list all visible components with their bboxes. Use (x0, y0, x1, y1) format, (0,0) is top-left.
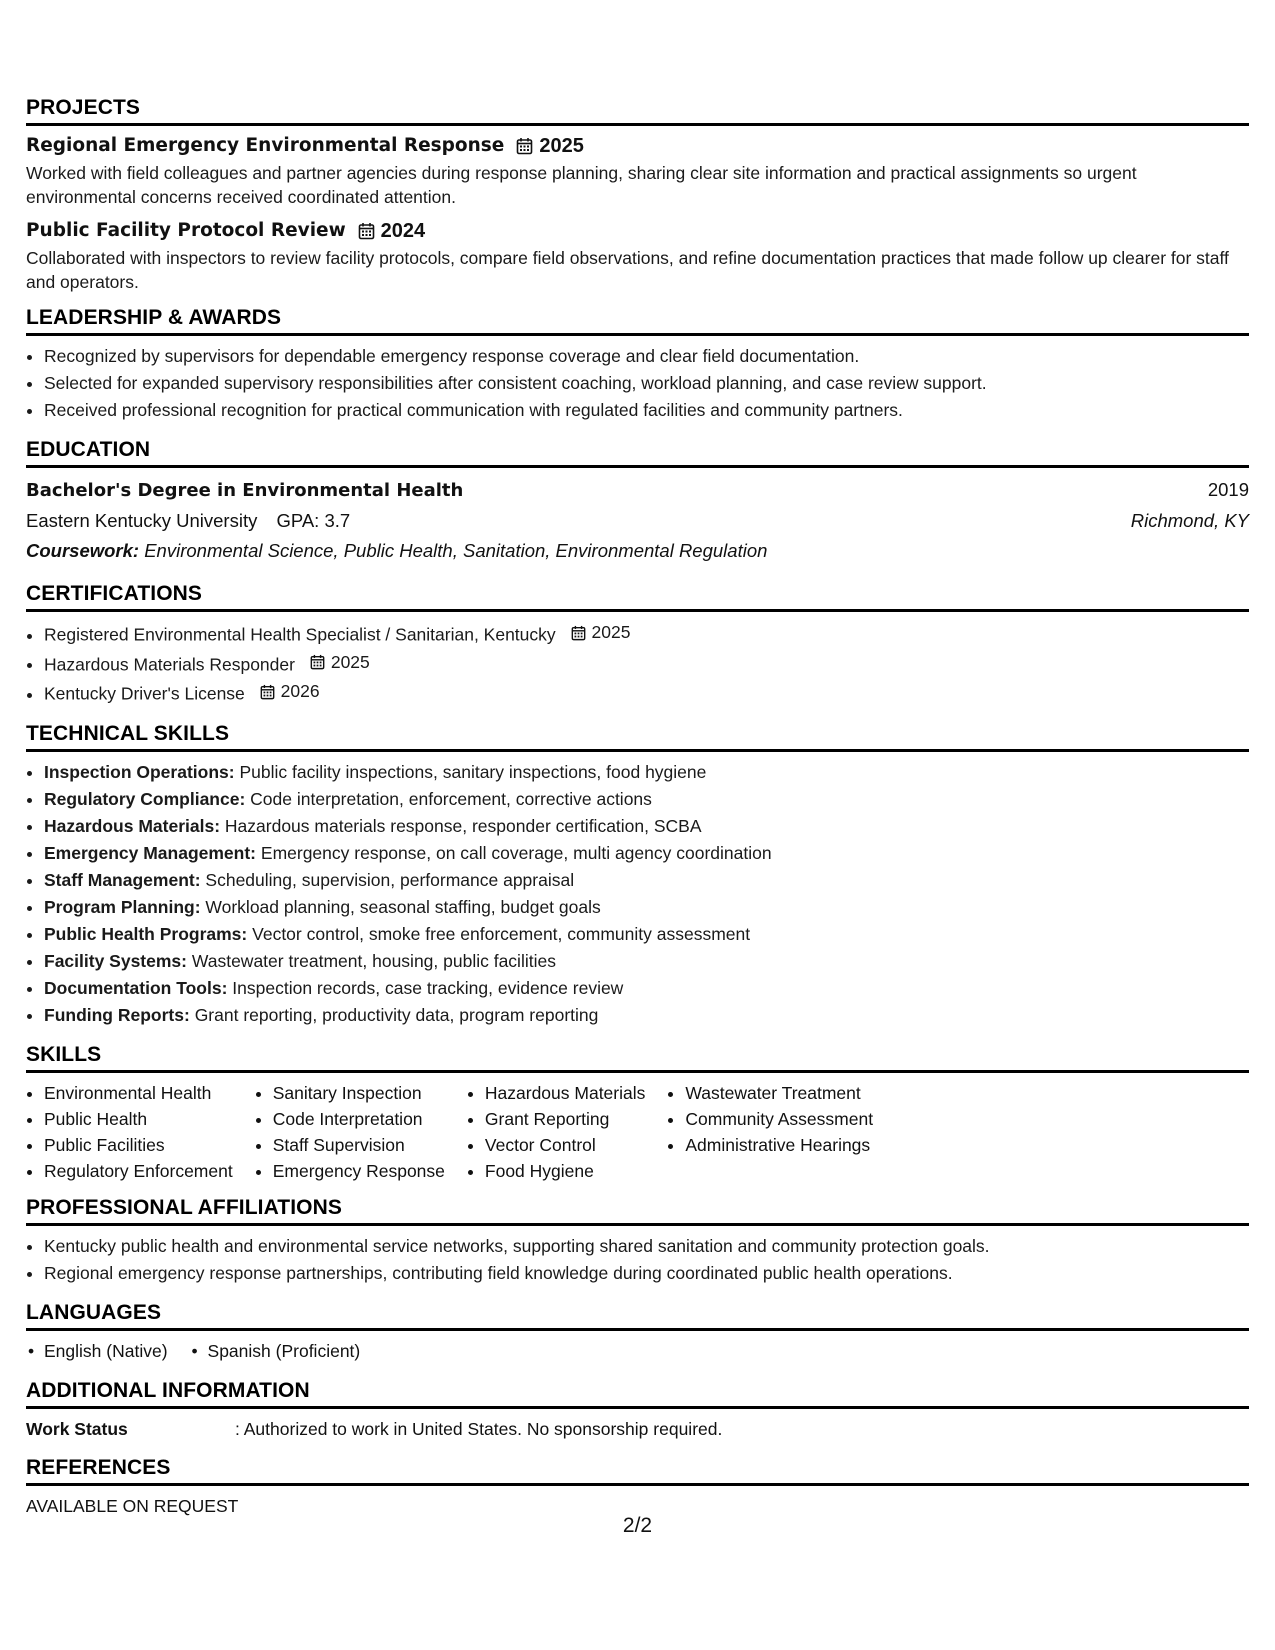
leadership-section (26, 306, 1249, 424)
project-item (26, 133, 1249, 209)
degree-name: Bachelor's Degree in Environmental Health (26, 480, 464, 501)
skill-category: Emergency Management: (44, 842, 257, 863)
calendar-icon (310, 654, 325, 670)
skill-category: Regulatory Compliance: (44, 788, 246, 809)
skill-category: Documentation Tools: (44, 977, 228, 998)
technical-skill-item (44, 867, 1249, 894)
technical-skill-item (44, 894, 1249, 921)
certification-date: 2026 (280, 681, 320, 701)
affiliations-list (26, 1233, 1249, 1287)
skill-item: • Hazardous Materials (485, 1080, 645, 1106)
project-item (26, 218, 1249, 294)
skill-category: Inspection Operations: (44, 761, 235, 782)
gpa: GPA: 3.7 (276, 510, 351, 531)
calendar-icon (516, 137, 533, 155)
certification-item (44, 649, 1249, 679)
section-title: PROFESSIONAL AFFILIATIONS (26, 1196, 1249, 1226)
education-section (26, 438, 1249, 566)
skill-item: • Wastewater Treatment (685, 1080, 873, 1106)
skill-details: Workload planning, seasonal staffing, budget goals (205, 896, 601, 917)
skill-category: Public Health Programs: (44, 923, 248, 944)
list-item: • Selected for expanded supervisory responsibilities after consistent coaching, workload planning, and case review support. (44, 370, 1249, 397)
affiliations-section (26, 1196, 1249, 1287)
technical-skill-item (44, 786, 1249, 813)
skill-item: • Sanitary Inspection (273, 1080, 445, 1106)
certifications-section (26, 582, 1249, 708)
section-title: LANGUAGES (26, 1301, 1249, 1331)
skill-category: Hazardous Materials: (44, 815, 221, 836)
work-status-value: : Authorized to work in United States. No sponsorship required. (235, 1418, 723, 1439)
skill-details: Inspection records, case tracking, evidence review (232, 977, 624, 998)
skills-column (26, 1080, 233, 1184)
skill-item: • Emergency Response (273, 1158, 445, 1184)
skill-category: Facility Systems: (44, 950, 187, 971)
skill-details: Grant reporting, productivity data, program reporting (194, 1004, 599, 1025)
skill-details: Hazardous materials response, responder certification, SCBA (224, 815, 702, 836)
technical-skills-section (26, 722, 1249, 1029)
page-number: 2/2 (622, 1514, 653, 1537)
skill-item: • Regulatory Enforcement (44, 1158, 233, 1184)
section-title: EDUCATION (26, 438, 1249, 468)
section-title: REFERENCES (26, 1456, 1249, 1486)
skill-details: Scheduling, supervision, performance appraisal (205, 869, 575, 890)
certification-date: 2025 (591, 622, 631, 642)
languages-list (26, 1338, 1249, 1365)
project-description: Collaborated with inspectors to review facility protocols, compare field observations, and refine documentation practices that made follow up clearer for staff and operators. (26, 248, 1229, 292)
project-description: Worked with field colleagues and partner agencies during response planning, sharing clear site information and practical assignments so urgent environmental concerns received coordinated attention. (26, 163, 1137, 207)
skill-item: • Environmental Health (44, 1080, 233, 1106)
school-name: Eastern Kentucky University (26, 510, 258, 531)
list-item: • Recognized by supervisors for dependable emergency response coverage and clear field documentation. (44, 343, 1249, 370)
skills-column (667, 1080, 873, 1184)
section-title: SKILLS (26, 1043, 1249, 1073)
technical-skill-item (44, 948, 1249, 975)
certification-date: 2025 (330, 651, 370, 672)
certification-item (44, 619, 1249, 649)
references-text: AVAILABLE ON REQUEST (26, 1495, 239, 1516)
skills-section (26, 1043, 1249, 1184)
skills-grid (26, 1080, 1249, 1184)
resume-page (26, 96, 1249, 1519)
section-title: LEADERSHIP & AWARDS (26, 306, 1249, 336)
section-title: PROJECTS (26, 96, 1249, 126)
skill-category: Program Planning: (44, 896, 201, 917)
technical-skill-item (44, 1002, 1249, 1029)
skill-item: • Administrative Hearings (685, 1132, 873, 1158)
calendar-icon (358, 222, 375, 240)
list-item: • Kentucky public health and environmental service networks, supporting shared sanitation and community protection goals. (44, 1233, 1249, 1260)
skill-item: • Public Health (44, 1106, 233, 1132)
list-item: • Received professional recognition for practical communication with regulated facilities and community partners. (44, 397, 1249, 424)
section-title: ADDITIONAL INFORMATION (26, 1379, 1249, 1409)
skills-column (255, 1080, 445, 1184)
technical-skill-item (44, 759, 1249, 786)
work-status-label: Work Status (26, 1418, 128, 1439)
project-name: Public Facility Protocol Review (26, 220, 346, 241)
calendar-icon (571, 625, 586, 641)
certification-name: Kentucky Driver's License (44, 683, 245, 704)
references-section (26, 1456, 1249, 1519)
calendar-icon (260, 684, 275, 700)
skill-details: Vector control, smoke free enforcement, community assessment (252, 923, 751, 944)
skill-item: • Community Assessment (685, 1106, 873, 1132)
language-item: • Spanish (Proficient) (190, 1338, 361, 1365)
project-name: Regional Emergency Environmental Response (26, 135, 505, 156)
skill-item: • Vector Control (485, 1132, 645, 1158)
skill-item: • Grant Reporting (485, 1106, 645, 1132)
skills-column (467, 1080, 645, 1184)
technical-skills-list (26, 759, 1249, 1029)
skill-category: Staff Management: (44, 869, 201, 890)
skill-details: Wastewater treatment, housing, public facilities (191, 950, 556, 971)
projects-section (26, 96, 1249, 294)
graduation-year: 2019 (1207, 479, 1249, 500)
skill-category: Funding Reports: (44, 1004, 190, 1025)
certification-name: Registered Environmental Health Specialist / Sanitarian, Kentucky (44, 624, 556, 645)
technical-skill-item (44, 921, 1249, 948)
technical-skill-item (44, 975, 1249, 1002)
school-location: Richmond, KY (1130, 510, 1249, 531)
skill-item: • Food Hygiene (485, 1158, 645, 1184)
skill-item: • Code Interpretation (273, 1106, 445, 1132)
language-item: • English (Native) (26, 1338, 168, 1365)
coursework-list: Environmental Science, Public Health, Sanitation, Environmental Regulation (144, 540, 768, 561)
skill-details: Public facility inspections, sanitary inspections, food hygiene (239, 761, 707, 782)
project-date: 2025 (516, 133, 584, 159)
section-title: TECHNICAL SKILLS (26, 722, 1249, 752)
certifications-list (26, 619, 1249, 708)
additional-info-section (26, 1379, 1249, 1442)
skill-details: Emergency response, on call coverage, multi agency coordination (260, 842, 772, 863)
project-date: 2024 (358, 218, 426, 244)
list-item: • Regional emergency response partnerships, contributing field knowledge during coordinated public health operations. (44, 1260, 1249, 1287)
section-title: CERTIFICATIONS (26, 582, 1249, 612)
skill-item: • Staff Supervision (273, 1132, 445, 1158)
certification-name: Hazardous Materials Responder (44, 654, 295, 674)
technical-skill-item (44, 840, 1249, 867)
skill-details: Code interpretation, enforcement, corrective actions (250, 788, 652, 809)
coursework-label: Coursework: (26, 540, 140, 561)
languages-section (26, 1301, 1249, 1365)
skill-item: • Public Facilities (44, 1132, 233, 1158)
certification-item (44, 678, 1249, 708)
technical-skill-item (44, 813, 1249, 840)
leadership-list (26, 343, 1249, 424)
